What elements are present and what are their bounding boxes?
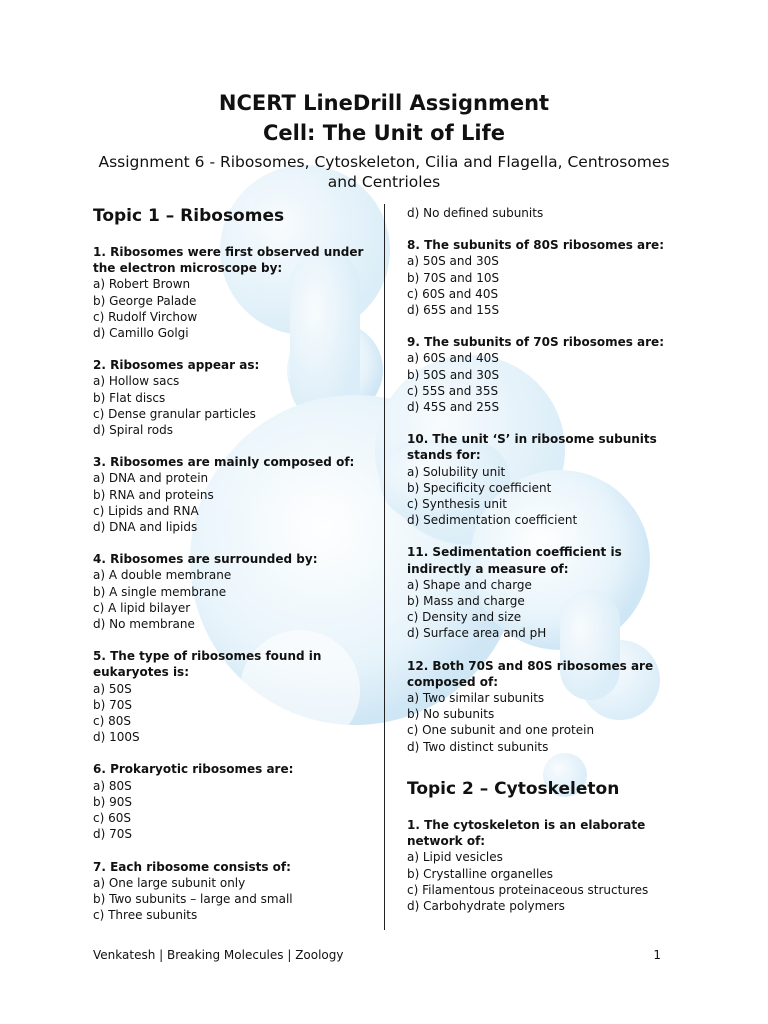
answer-option: b) RNA and proteins (93, 487, 214, 502)
answer-option: c) 55S and 35S (407, 383, 499, 398)
question-block (93, 551, 373, 632)
page-number: 1 (653, 948, 661, 962)
answer-option: a) 80S (93, 778, 132, 793)
answer-option: d) Surface area and pH (407, 626, 547, 641)
answer-option: d) Two distinct subunits (407, 739, 549, 754)
answer-option: a) DNA and protein (93, 471, 209, 486)
answer-option: b) 90S (93, 794, 132, 809)
question-block (407, 431, 677, 528)
answer-option: c) Synthesis unit (407, 497, 508, 512)
answer-option: b) George Palade (93, 293, 197, 308)
answer-option: d) 70S (93, 827, 132, 842)
answer-option: a) 60S and 40S (407, 351, 499, 366)
answer-option: a) 50S (93, 681, 132, 696)
left-column (93, 204, 373, 939)
answer-option: a) Hollow sacs (93, 374, 180, 389)
answer-option: a) Lipid vesicles (407, 850, 503, 865)
answer-option: b) A single membrane (93, 584, 227, 599)
question-text: 7. Each ribosome consists of: (93, 859, 291, 874)
question-block (93, 761, 373, 842)
answer-option: c) Three subunits (93, 908, 198, 923)
answer-option: a) A double membrane (93, 568, 232, 583)
answer-option: a) One large subunit only (93, 875, 246, 890)
question-block (407, 544, 677, 641)
question-list (93, 244, 373, 923)
question-block (93, 859, 373, 924)
answer-option: d) Carbohydrate polymers (407, 898, 565, 913)
answer-option: d) 100S (93, 730, 140, 745)
answer-option: b) 50S and 30S (407, 367, 500, 382)
question-text: 2. Ribosomes appear as: (93, 358, 260, 373)
column-divider (384, 204, 385, 930)
answer-option: b) 70S (93, 697, 132, 712)
answer-option: c) Density and size (407, 610, 522, 625)
answer-option: b) Crystalline organelles (407, 866, 553, 881)
question-list (407, 237, 677, 755)
answer-option: d) Spiral rods (93, 423, 173, 438)
page-footer (93, 948, 661, 962)
answer-option: d) No membrane (93, 617, 195, 632)
question-text: 1. Ribosomes were first observed under the electron microscope by: (93, 245, 364, 276)
answer-option: b) No subunits (407, 707, 495, 722)
question-block (93, 244, 373, 341)
answer-option: a) Two similar subunits (407, 691, 545, 706)
assignment-line: Assignment 6 - Ribosomes, Cytoskeleton, Cilia and Flagella, Centrosomes and Centrioles (98, 153, 670, 191)
answer-option: c) Rudolf Virchow (93, 309, 198, 324)
continued-option: d) No defined subunits (407, 206, 544, 220)
answer-option: d) Sedimentation coefficient (407, 513, 578, 528)
question-block (93, 648, 373, 745)
question-text: 12. Both 70S and 80S ribosomes are composed of: (407, 658, 654, 689)
footer-author: Venkatesh | Breaking Molecules | Zoology (93, 948, 344, 962)
answer-option: c) A lipid bilayer (93, 600, 191, 615)
answer-option: d) 65S and 15S (407, 303, 500, 318)
question-block (93, 357, 373, 438)
answer-option: c) 80S (93, 714, 131, 729)
answer-option: a) Robert Brown (93, 277, 191, 292)
answer-option: c) Dense granular particles (93, 406, 256, 421)
question-block (93, 454, 373, 535)
answer-option: b) Flat discs (93, 390, 166, 405)
document-subtitle: Cell: The Unit of Life (263, 121, 505, 145)
document-title: NCERT LineDrill Assignment (218, 91, 550, 115)
question-block (407, 237, 677, 318)
document-header (0, 88, 768, 192)
question-text: 8. The subunits of 80S ribosomes are: (407, 238, 664, 253)
answer-option: b) Specificity coefficient (407, 480, 552, 495)
answer-option: a) 50S and 30S (407, 254, 499, 269)
topic-heading-ribosomes: Topic 1 – Ribosomes (93, 206, 285, 226)
answer-option: c) One subunit and one protein (407, 723, 595, 738)
question-text: 4. Ribosomes are surrounded by: (93, 552, 318, 567)
question-text: 1. The cytoskeleton is an elaborate network of: (407, 817, 646, 849)
question-block (407, 817, 677, 914)
answer-option: c) 60S and 40S (407, 286, 499, 301)
question-text: 10. The unit ‘S’ in ribosome subunits stands for: (407, 432, 657, 463)
answer-option: b) Two subunits – large and small (93, 891, 293, 906)
question-list (407, 817, 677, 914)
topic-heading-cytoskeleton: Topic 2 – Cytoskeleton (407, 778, 620, 799)
right-column (407, 205, 677, 930)
answer-option: c) Lipids and RNA (93, 503, 199, 518)
answer-option: d) 45S and 25S (407, 400, 500, 415)
answer-option: b) Mass and charge (407, 594, 525, 609)
answer-option: d) Camillo Golgi (93, 326, 189, 341)
question-text: 3. Ribosomes are mainly composed of: (93, 455, 355, 470)
answer-option: b) 70S and 10S (407, 270, 500, 285)
answer-option: d) DNA and lipids (93, 520, 198, 535)
question-text: 5. The type of ribosomes found in eukaryotes is: (93, 649, 322, 680)
question-text: 6. Prokaryotic ribosomes are: (93, 762, 294, 777)
answer-option: c) 60S (93, 811, 131, 826)
question-text: 11. Sedimentation coefficient is indirectly a measure of: (407, 545, 622, 576)
answer-option: c) Filamentous proteinaceous structures (407, 882, 649, 897)
answer-option: a) Solubility unit (407, 464, 506, 479)
question-block (407, 334, 677, 415)
question-text: 9. The subunits of 70S ribosomes are: (407, 335, 664, 350)
answer-option: a) Shape and charge (407, 577, 532, 592)
question-block (407, 658, 677, 755)
